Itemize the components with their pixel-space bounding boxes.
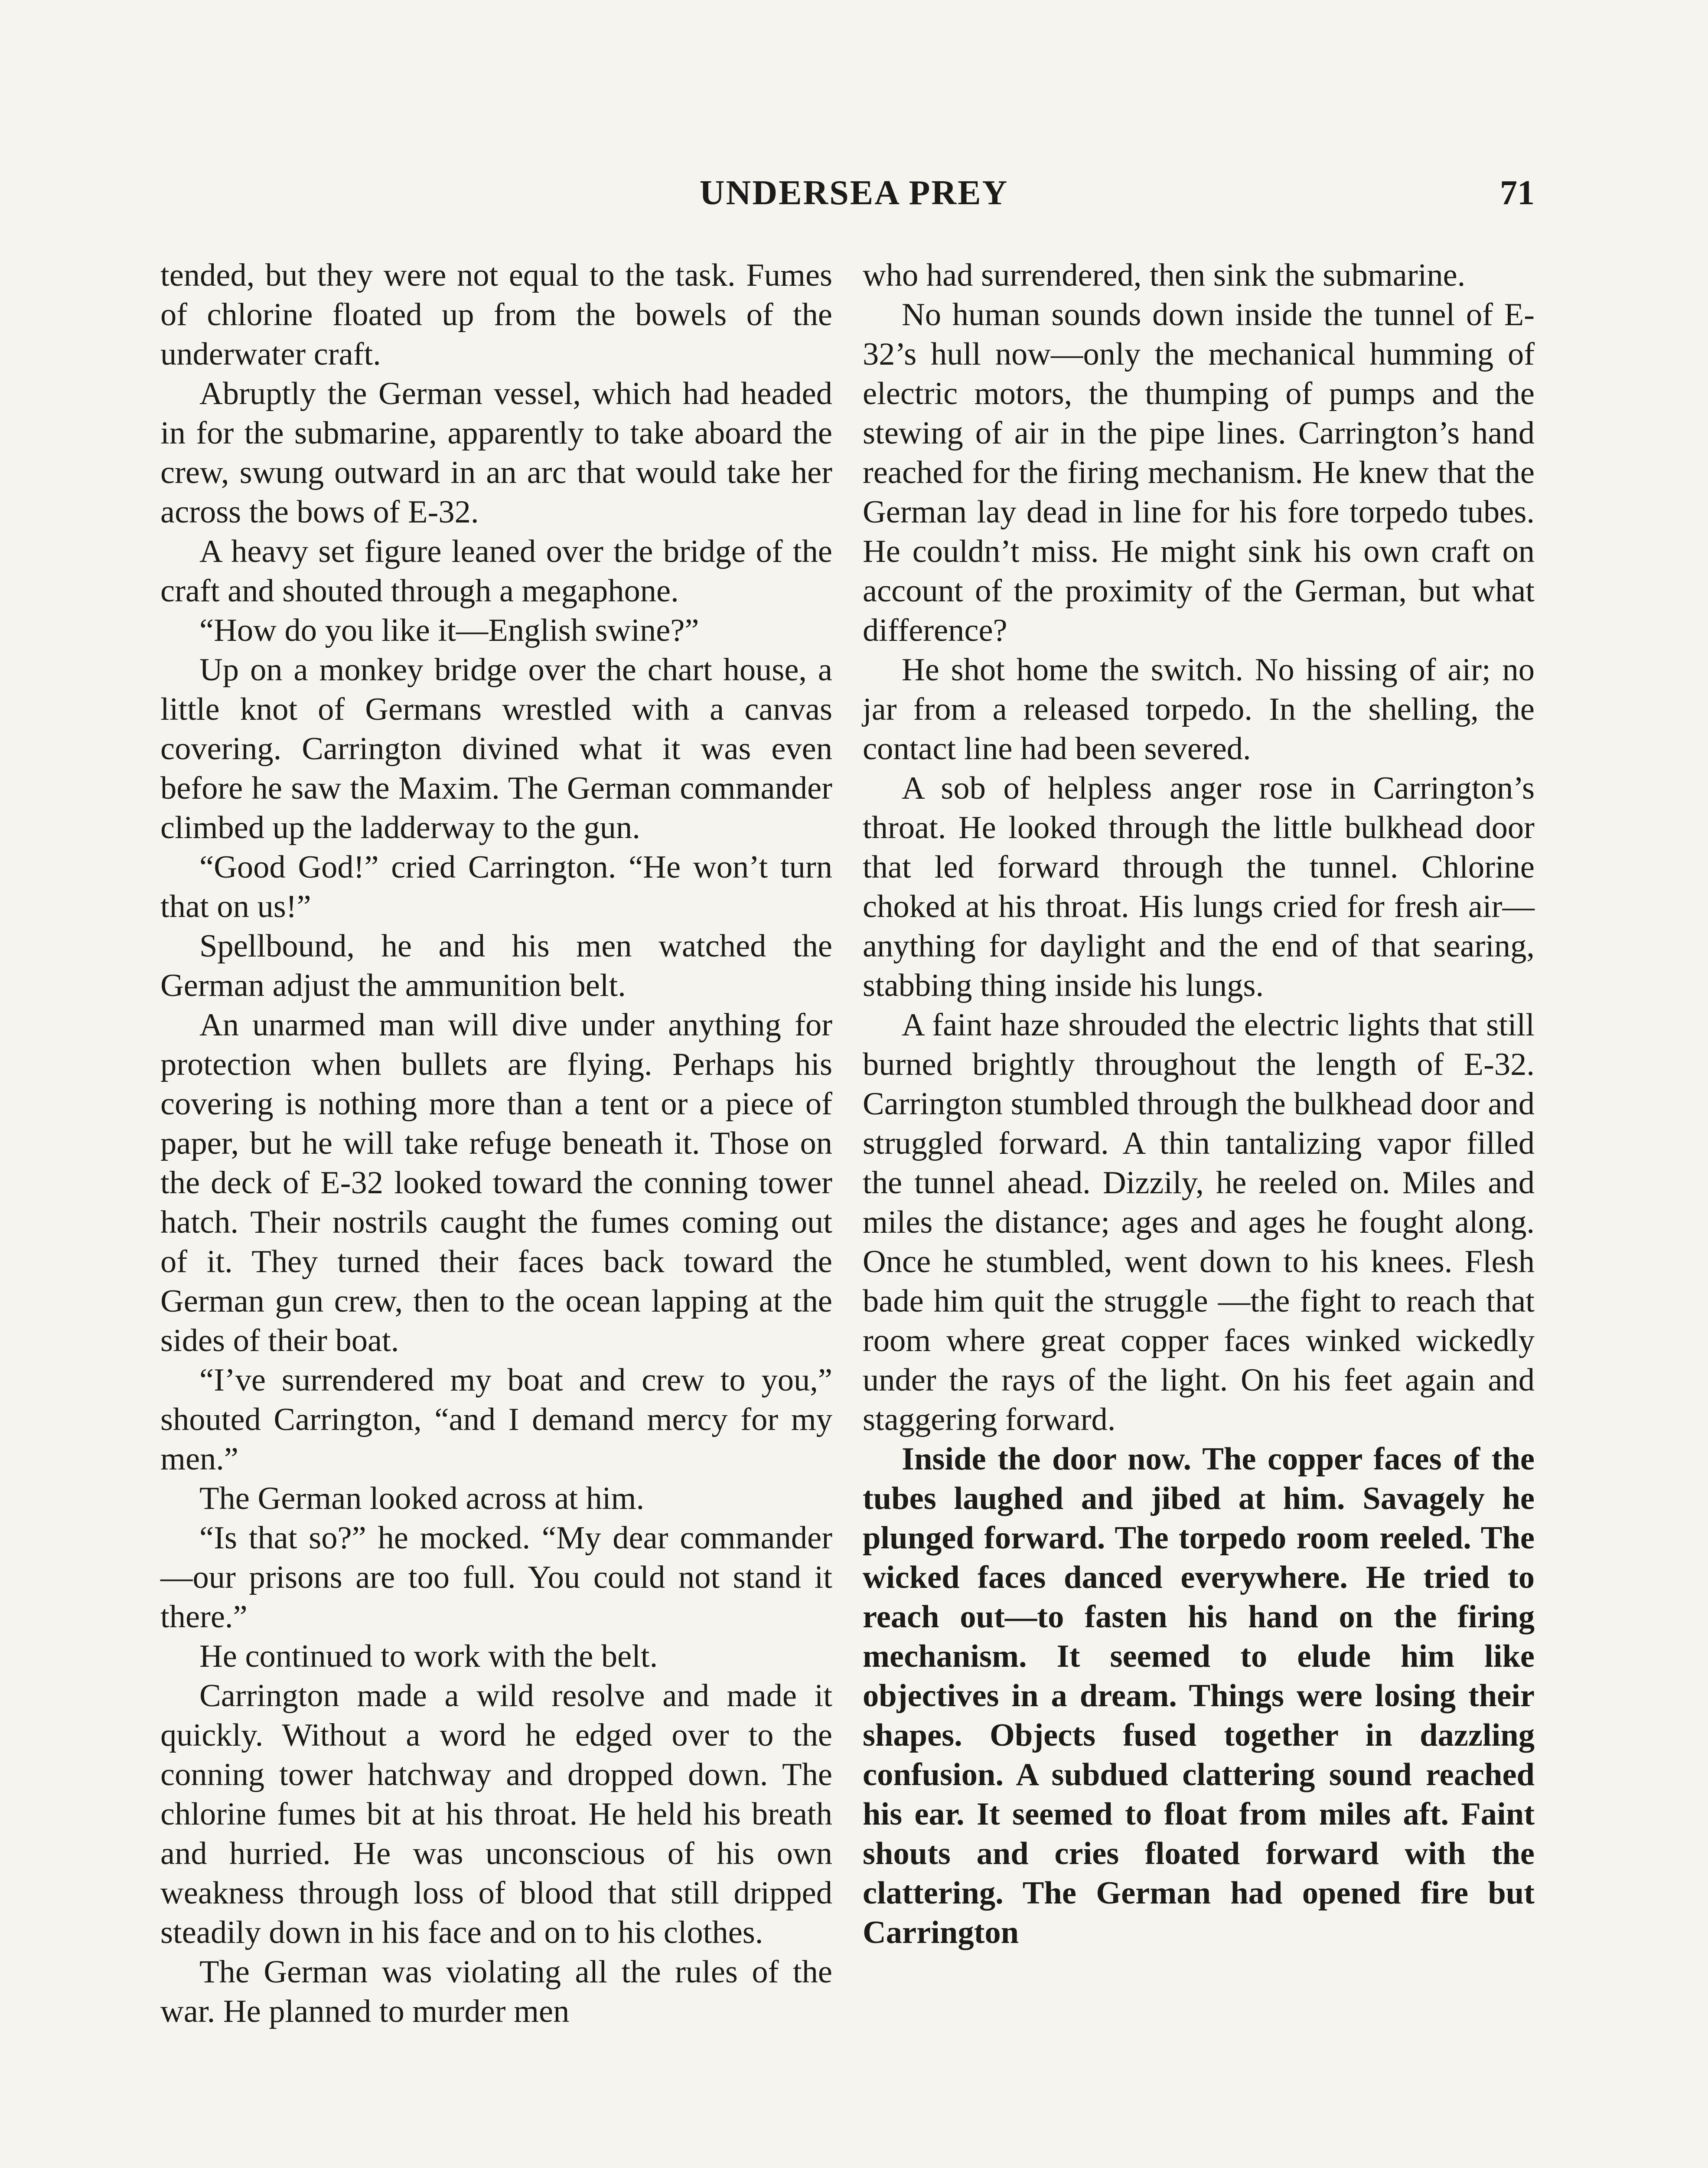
paragraph: who had surrendered, then sink the submarine.: [863, 258, 1466, 293]
page-number: 71: [1500, 174, 1535, 212]
paragraph: “I’ve surrendered my boat and crew to you,” shouted Carrington, “and I demand mercy for my men.”: [160, 1362, 832, 1477]
paragraph: A sob of helpless anger rose in Carrington’s throat. He looked through the little bulkhead door that led forward through the tunnel. Chlorine choked at his throat. His lungs cried for fresh air—anything for daylight and the end of that searing, stabbing thing inside his lungs.: [863, 771, 1535, 1003]
running-title: UNDERSEA PREY: [699, 174, 1009, 212]
paragraph: A faint haze shrouded the electric lights that still burned brightly throughout the length of E-32. Carrington stumbled through the bulkhead door and struggled forward. A thin tantalizing vapor filled the tunnel ahead. Dizzily, he reeled on. Miles and miles the distance; ages and ages he fought along. Once he stumbled, went down to his knees. Flesh bade him quit the struggle —the fight to reach that room where great copper faces winked wickedly under the rays of the light. On his feet again and staggering forward.: [863, 1007, 1535, 1437]
paragraph: He continued to work with the belt.: [199, 1639, 658, 1674]
right-column: [863, 256, 1535, 2168]
text-columns: [160, 256, 1535, 2168]
paragraph: “Good God!” cried Carrington. “He won’t turn that on us!”: [160, 849, 832, 924]
paragraph: Carrington made a wild resolve and made it quickly. Without a word he edged over to the conning tower hatchway and dropped down. The chlorine fumes bit at his throat. He held his breath and hurried. He was unconscious of his own weakness through loss of blood that still dripped steadily down in his face and on to his clothes.: [160, 1678, 832, 1950]
paragraph: He shot home the switch. No hissing of air; no jar from a released torpedo. In the shelling, the contact line had been severed.: [863, 652, 1535, 767]
paragraph: “Is that so?” he mocked. “My dear commander—our prisons are too full. You could not stand it there.”: [160, 1520, 832, 1635]
paragraph: tended, but they were not equal to the task. Fumes of chlorine floated up from the bowels of the underwater craft.: [160, 258, 832, 372]
paragraph: An unarmed man will dive under anything for protection when bullets are flying. Perhaps his covering is nothing more than a tent or a piece of paper, but he will take refuge beneath it. Those on the deck of E-32 looked toward the conning tower hatch. Their nostrils caught the fumes coming out of it. They turned their faces back toward the German gun crew, then to the ocean lapping at the sides of their boat.: [160, 1007, 832, 1358]
running-head: [173, 173, 1535, 221]
paragraph: Inside the door now. The copper faces of the tubes laughed and jibed at him. Savagely he plunged forward. The torpedo room reeled. The wicked faces danced everywhere. He tried to reach out—to fasten his hand on the firing mechanism. It seemed to elude him like objectives in a dream. Things were losing their shapes. Objects fused together in dazzling confusion. A subdued clattering sound reached his ear. It seemed to float from miles aft. Faint shouts and cries floated forward with the clattering. The German had opened fire but Carrington: [863, 1441, 1535, 1950]
paragraph: Up on a monkey bridge over the chart house, a little knot of Germans wrestled with a canvas covering. Carrington divined what it was even before he saw the Maxim. The German commander climbed up the ladderway to the gun.: [160, 652, 832, 846]
paragraph: “How do you like it—English swine?”: [199, 613, 699, 648]
paragraph: A heavy set figure leaned over the bridge of the craft and shouted through a megaphone.: [160, 534, 832, 609]
paragraph: The German was violating all the rules of the war. He planned to murder men: [160, 1954, 832, 2029]
left-column: [160, 256, 832, 2168]
paragraph: Abruptly the German vessel, which had headed in for the submarine, apparently to take aboard the crew, swung outward in an arc that would take her across the bows of E-32.: [160, 376, 832, 530]
paragraph: No human sounds down inside the tunnel of E-32’s hull now—only the mechanical humming of electric motors, the thumping of pumps and the stewing of air in the pipe lines. Carrington’s hand reached for the firing mechanism. He knew that the German lay dead in line for his fore torpedo tubes. He couldn’t miss. He might sink his own craft on account of the proximity of the German, but what difference?: [863, 297, 1535, 648]
paragraph: Spellbound, he and his men watched the German adjust the ammunition belt.: [160, 928, 832, 1003]
paragraph: The German looked across at him.: [199, 1481, 645, 1516]
